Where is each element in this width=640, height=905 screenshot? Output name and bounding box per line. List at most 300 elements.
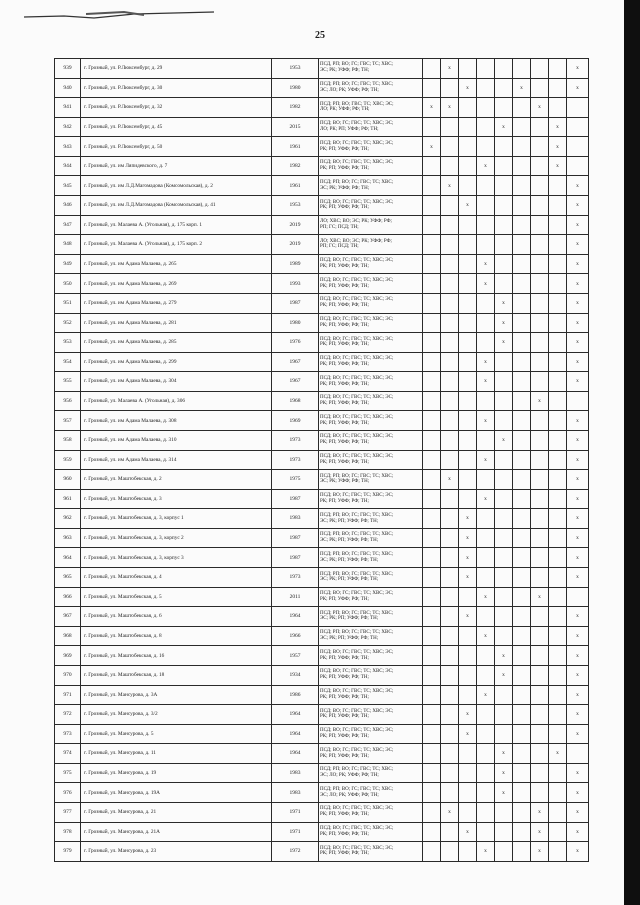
table-row (55, 822, 589, 842)
mark-cell (513, 372, 531, 392)
table-row (55, 626, 589, 646)
mark-cell (423, 372, 441, 392)
mark-cell (459, 411, 477, 431)
mark-cell (495, 548, 513, 568)
table-row (55, 98, 589, 118)
work-codes-cell (319, 646, 423, 666)
mark-cell (549, 528, 567, 548)
mark-cell (531, 626, 549, 646)
address-cell: г. Грозный, ул. Мансурова, д. 23 (81, 842, 272, 862)
mark-cell (423, 607, 441, 627)
year-built-cell: 1987 (272, 293, 319, 313)
table-row (55, 470, 589, 490)
work-codes-line: ПСД; РП; ВО; ГС; ГВС; ТС; ХВС; (320, 473, 394, 479)
row-number-cell: 951 (55, 293, 81, 313)
mark-cell (441, 724, 459, 744)
mark-cell (495, 450, 513, 470)
table-row (55, 744, 589, 764)
year-built-cell: 1967 (272, 372, 319, 392)
work-codes-cell (319, 450, 423, 470)
mark-cell (441, 156, 459, 176)
mark-cell (423, 568, 441, 588)
mark-cell (441, 763, 459, 783)
mark-cell: x (567, 450, 589, 470)
mark-cell (531, 372, 549, 392)
mark-cell: x (495, 117, 513, 137)
mark-cell: x (495, 333, 513, 353)
mark-cell (459, 587, 477, 607)
mark-cell (567, 391, 589, 411)
mark-cell (477, 215, 495, 235)
address-cell: г. Грозный, ул. Мансурова, д. 21 (81, 802, 272, 822)
table-row (55, 802, 589, 822)
mark-cell (441, 509, 459, 529)
mark-cell: x (495, 430, 513, 450)
table-row (55, 705, 589, 725)
mark-cell (513, 235, 531, 255)
mark-cell: x (567, 489, 589, 509)
mark-cell (513, 509, 531, 529)
mark-cell (441, 313, 459, 333)
mark-cell (459, 352, 477, 372)
mark-cell (459, 254, 477, 274)
mark-cell (477, 802, 495, 822)
mark-cell: x (441, 470, 459, 490)
work-codes-cell (319, 783, 423, 803)
mark-cell: x (531, 98, 549, 118)
mark-cell (549, 293, 567, 313)
mark-cell (423, 215, 441, 235)
row-number-cell: 953 (55, 333, 81, 353)
mark-cell (513, 568, 531, 588)
mark-cell: x (495, 313, 513, 333)
mark-cell (423, 646, 441, 666)
work-codes-line: РК; РП; УФФ; РФ; ТН; (320, 322, 369, 328)
mark-cell (459, 842, 477, 862)
mark-cell (423, 313, 441, 333)
mark-cell: x (567, 59, 589, 79)
mark-cell (513, 822, 531, 842)
address-cell: г. Грозный, ул. Малаева А. (Угольная), д. 175 корп. 1 (81, 215, 272, 235)
mark-cell (531, 411, 549, 431)
work-codes-line: ПСД; ВО; ГС; ГВС; ТС; ХВС; ЭС; (320, 356, 394, 362)
mark-cell: x (477, 254, 495, 274)
work-codes-line: ПСД; ВО; ГС; ГВС; ТС; ХВС; ЭС; (320, 317, 394, 322)
address-cell: г. Грозный, ул. Маштобекская, д. 3, корпус 3 (81, 548, 272, 568)
year-built-cell: 1983 (272, 783, 319, 803)
mark-cell: x (459, 822, 477, 842)
address-cell: г. Грозный, ул. Маштобекская, д. 16 (81, 646, 272, 666)
work-codes-line: ЛО; ХВС; ВО; ЭС; РК; УФФ; РФ; (320, 219, 392, 225)
year-built-cell: 1971 (272, 802, 319, 822)
mark-cell (495, 352, 513, 372)
table-row (55, 411, 589, 431)
table-row (55, 391, 589, 411)
mark-cell (531, 274, 549, 294)
mark-cell (495, 685, 513, 705)
mark-cell (423, 293, 441, 313)
mark-cell (441, 744, 459, 764)
mark-cell (495, 372, 513, 392)
mark-cell: x (567, 568, 589, 588)
mark-cell (441, 411, 459, 431)
mark-cell (531, 548, 549, 568)
mark-cell (513, 489, 531, 509)
year-built-cell: 2019 (272, 235, 319, 255)
year-built-cell: 1982 (272, 156, 319, 176)
row-number-cell: 958 (55, 430, 81, 450)
mark-cell (423, 470, 441, 490)
mark-cell: x (567, 196, 589, 216)
mark-cell (441, 391, 459, 411)
work-codes-cell (319, 411, 423, 431)
table-row (55, 724, 589, 744)
year-built-cell: 1989 (272, 254, 319, 274)
work-codes-line: РК; РП; УФФ; РФ; ТН; (320, 303, 369, 309)
work-codes-line: ЭС; РК; РП; УФФ; РФ; ТН; (320, 636, 379, 642)
mark-cell (567, 137, 589, 157)
mark-cell (441, 842, 459, 862)
mark-cell: x (567, 528, 589, 548)
table-row (55, 176, 589, 196)
mark-cell (513, 724, 531, 744)
row-number-cell: 975 (55, 763, 81, 783)
work-codes-line: РК; РП; УФФ; РФ; ТН; (320, 499, 369, 504)
mark-cell (495, 509, 513, 529)
mark-cell (477, 117, 495, 137)
mark-cell: x (567, 352, 589, 372)
work-codes-line: ПСД; РП; ВО; ГС; ГВС; ТС; ХВС; (320, 532, 394, 538)
year-built-cell: 1973 (272, 568, 319, 588)
mark-cell: x (567, 333, 589, 353)
mark-cell (513, 450, 531, 470)
work-codes-line: ПСД; ВО; ГС; ГВС; ТС; ХВС; ЭС; (320, 414, 394, 420)
mark-cell (423, 352, 441, 372)
mark-cell (495, 98, 513, 118)
mark-cell (477, 176, 495, 196)
address-cell: г. Грозный, ул. им Адама Малаева, д. 265 (81, 254, 272, 274)
mark-cell: x (477, 411, 495, 431)
address-cell: г. Грозный, ул. Мансурова, д. 11 (81, 744, 272, 764)
row-number-cell: 939 (55, 59, 81, 79)
mark-cell (513, 352, 531, 372)
mark-cell (423, 587, 441, 607)
page-number: 25 (315, 30, 325, 41)
mark-cell (531, 528, 549, 548)
address-cell: г. Грозный, ул. Маштобекская, д. 5 (81, 587, 272, 607)
mark-cell (441, 215, 459, 235)
work-codes-cell (319, 372, 423, 392)
mark-cell (531, 607, 549, 627)
mark-cell (513, 293, 531, 313)
mark-cell (477, 333, 495, 353)
address-cell: г. Грозный, ул. им Адама Малаева, д. 299 (81, 352, 272, 372)
mark-cell (531, 568, 549, 588)
row-number-cell: 950 (55, 274, 81, 294)
table-row (55, 528, 589, 548)
year-built-cell: 1993 (272, 274, 319, 294)
work-codes-line: РК; РП; УФФ; РФ; ТН; (320, 342, 369, 348)
table-row (55, 607, 589, 627)
work-codes-cell (319, 626, 423, 646)
table-row (55, 783, 589, 803)
mark-cell (495, 215, 513, 235)
row-number-cell: 966 (55, 587, 81, 607)
work-codes-line: ПСД; ВО; ГС; ГВС; ТС; ХВС; ЭС; (320, 649, 394, 655)
mark-cell (549, 196, 567, 216)
buildings-table (54, 58, 589, 862)
mark-cell (513, 685, 531, 705)
mark-cell (513, 705, 531, 725)
work-codes-line: РП; ГС; ПСД; ТН; (320, 244, 359, 250)
mark-cell (423, 744, 441, 764)
work-codes-line: ЭС; РК; РП; УФФ; РФ; ТН; (320, 557, 379, 563)
mark-cell: x (567, 235, 589, 255)
row-number-cell: 962 (55, 509, 81, 529)
mark-cell: x (477, 274, 495, 294)
mark-cell (549, 176, 567, 196)
year-built-cell: 1975 (272, 470, 319, 490)
work-codes-cell (319, 528, 423, 548)
work-codes-line: ЛО; ХВС; ВО; ЭС; РК; УФФ; РФ; (320, 238, 392, 244)
mark-cell (531, 313, 549, 333)
mark-cell: x (567, 842, 589, 862)
work-codes-line: ПСД; ВО; ГС; ГВС; ТС; ХВС; ЭС; (320, 277, 394, 283)
work-codes-line: РК; РП; УФФ; РФ; ТН; (320, 459, 369, 465)
mark-cell (531, 117, 549, 137)
mark-cell (459, 665, 477, 685)
mark-cell: x (459, 724, 477, 744)
mark-cell (549, 626, 567, 646)
work-codes-line: РК; РП; УФФ; РФ; ТН; (320, 264, 369, 270)
work-codes-line: ПСД; РП; ВО; ГС; ГВС; ТС; ХВС; (320, 551, 394, 557)
year-built-cell: 1976 (272, 333, 319, 353)
mark-cell (549, 842, 567, 862)
work-codes-line: ПСД; ВО; ГС; ГВС; ТС; ХВС; ЭС; (320, 669, 394, 675)
table-row (55, 763, 589, 783)
work-codes-line: ПСД; ВО; ГС; ГВС; ТС; ХВС; ЭС; (320, 493, 394, 499)
address-cell: г. Грозный, ул. Р.Люксембург, д. 32 (81, 98, 272, 118)
mark-cell (441, 196, 459, 216)
work-codes-cell (319, 235, 423, 255)
work-codes-line: ПСД; ВО; ГС; ГВС; ТС; ХВС; ЭС; (320, 434, 394, 440)
table-row (55, 372, 589, 392)
work-codes-cell (319, 215, 423, 235)
mark-cell (549, 587, 567, 607)
mark-cell (495, 587, 513, 607)
row-number-cell: 973 (55, 724, 81, 744)
mark-cell: x (567, 705, 589, 725)
work-codes-cell (319, 430, 423, 450)
work-codes-line: ПСД; ВО; ГС; ГВС; ТС; ХВС; ЭС; (320, 688, 394, 694)
work-codes-line: ПСД; ВО; ГС; ГВС; ТС; ХВС; ЭС; (320, 747, 394, 753)
mark-cell (531, 705, 549, 725)
mark-cell (477, 98, 495, 118)
mark-cell (477, 430, 495, 450)
work-codes-cell (319, 137, 423, 157)
work-codes-cell (319, 705, 423, 725)
year-built-cell: 1964 (272, 607, 319, 627)
mark-cell (513, 411, 531, 431)
work-codes-line: РК; РП; УФФ; РФ; ТН; (320, 205, 369, 211)
mark-cell (549, 59, 567, 79)
mark-cell (495, 59, 513, 79)
work-codes-cell (319, 156, 423, 176)
mark-cell (495, 137, 513, 157)
year-built-cell: 1964 (272, 744, 319, 764)
address-cell: г. Грозный, ул. Р.Люксембург, д. 45 (81, 117, 272, 137)
address-cell: г. Грозный, ул. им Л.Д.Магомадова (Комсомольская), д. 2 (81, 176, 272, 196)
address-cell: г. Грозный, ул. Р.Люксембург, д. 29 (81, 59, 272, 79)
mark-cell (477, 196, 495, 216)
year-built-cell: 1968 (272, 391, 319, 411)
mark-cell (531, 215, 549, 235)
year-built-cell: 1983 (272, 509, 319, 529)
row-number-cell: 947 (55, 215, 81, 235)
mark-cell: x (477, 587, 495, 607)
mark-cell (513, 763, 531, 783)
work-codes-cell (319, 391, 423, 411)
year-built-cell: 1980 (272, 78, 319, 98)
address-cell: г. Грозный, ул. Маштобекская, д. 8 (81, 626, 272, 646)
table-row (55, 156, 589, 176)
work-codes-line: ПСД; РП; ВО; ГС; ГВС; ТС; ХВС; (320, 571, 394, 577)
mark-cell (531, 235, 549, 255)
mark-cell (459, 470, 477, 490)
work-codes-line: ПСД; ВО; ГС; ГВС; ТС; ХВС; ЭС; (320, 728, 394, 734)
mark-cell: x (477, 450, 495, 470)
mark-cell (477, 59, 495, 79)
mark-cell (477, 528, 495, 548)
mark-cell (477, 293, 495, 313)
work-codes-cell (319, 724, 423, 744)
mark-cell (441, 548, 459, 568)
mark-cell (531, 352, 549, 372)
mark-cell (477, 137, 495, 157)
scan-smudge (24, 8, 214, 24)
address-cell: г. Грозный, ул. Мансурова, д. 19А (81, 783, 272, 803)
mark-cell (441, 626, 459, 646)
mark-cell (495, 802, 513, 822)
row-number-cell: 979 (55, 842, 81, 862)
mark-cell (423, 626, 441, 646)
mark-cell (567, 117, 589, 137)
work-codes-line: ПСД; ВО; ГС; ГВС; ТС; ХВС; ЭС; (320, 199, 394, 205)
work-codes-line: ПСД; ВО; ГС; ГВС; ТС; ХВС; ЭС; (320, 140, 394, 146)
mark-cell (549, 802, 567, 822)
work-codes-cell (319, 98, 423, 118)
row-number-cell: 959 (55, 450, 81, 470)
mark-cell: x (495, 665, 513, 685)
address-cell: г. Грозный, ул. Р.Люксембург, д. 30 (81, 78, 272, 98)
mark-cell (531, 724, 549, 744)
row-number-cell: 972 (55, 705, 81, 725)
mark-cell (549, 509, 567, 529)
row-number-cell: 977 (55, 802, 81, 822)
work-codes-cell (319, 254, 423, 274)
work-codes-cell (319, 313, 423, 333)
mark-cell (423, 333, 441, 353)
work-codes-cell (319, 489, 423, 509)
mark-cell: x (567, 293, 589, 313)
mark-cell (423, 509, 441, 529)
mark-cell: x (567, 254, 589, 274)
work-codes-line: ЭС; РК; УФФ; РФ; ТН; (320, 68, 370, 74)
mark-cell (549, 313, 567, 333)
row-number-cell: 965 (55, 568, 81, 588)
mark-cell: x (459, 528, 477, 548)
work-codes-line: ЭС; РК; РП; УФФ; РФ; ТН; (320, 577, 379, 583)
mark-cell (531, 59, 549, 79)
mark-cell (513, 196, 531, 216)
year-built-cell: 1972 (272, 842, 319, 862)
mark-cell: x (477, 489, 495, 509)
mark-cell: x (459, 78, 477, 98)
mark-cell (531, 450, 549, 470)
row-number-cell: 976 (55, 783, 81, 803)
mark-cell (531, 196, 549, 216)
work-codes-line: РП; ГС; ПСД; ТН; (320, 224, 359, 230)
mark-cell: x (477, 842, 495, 862)
mark-cell (459, 176, 477, 196)
address-cell: г. Грозный, ул. им Адама Малаева, д. 310 (81, 430, 272, 450)
year-built-cell: 1964 (272, 705, 319, 725)
mark-cell (549, 430, 567, 450)
table-row (55, 78, 589, 98)
mark-cell: x (567, 802, 589, 822)
mark-cell (459, 59, 477, 79)
row-number-cell: 963 (55, 528, 81, 548)
work-codes-cell (319, 744, 423, 764)
work-codes-line: ПСД; РП; ВО; ГВС; ТС; ХВС; ЭС; (320, 101, 394, 107)
mark-cell (423, 78, 441, 98)
work-codes-line: РК; РП; УФФ; РФ; ТН; (320, 733, 369, 739)
work-codes-line: ПСД; РП; ВО; ГС; ГВС; ТС; ХВС; (320, 767, 394, 773)
work-codes-cell (319, 176, 423, 196)
mark-cell (441, 568, 459, 588)
mark-cell (513, 313, 531, 333)
work-codes-line: ПСД; ВО; ГС; ГВС; ТС; ХВС; ЭС; (320, 591, 394, 597)
address-cell: г. Грозный, ул. им Адама Малаева, д. 279 (81, 293, 272, 313)
mark-cell (549, 705, 567, 725)
mark-cell: x (477, 685, 495, 705)
mark-cell (477, 822, 495, 842)
mark-cell (549, 98, 567, 118)
work-codes-line: ПСД; РП; ВО; ГС; ГВС; ТС; ХВС; (320, 82, 394, 88)
mark-cell (513, 137, 531, 157)
table-row (55, 254, 589, 274)
mark-cell (423, 705, 441, 725)
row-number-cell: 949 (55, 254, 81, 274)
table-row (55, 137, 589, 157)
row-number-cell: 943 (55, 137, 81, 157)
table-row (55, 646, 589, 666)
mark-cell: x (477, 626, 495, 646)
work-codes-line: ЭС; РК; РП; УФФ; РФ; ТН; (320, 518, 379, 524)
mark-cell (513, 391, 531, 411)
table-row (55, 235, 589, 255)
mark-cell (531, 763, 549, 783)
mark-cell (549, 783, 567, 803)
mark-cell (495, 607, 513, 627)
mark-cell (441, 352, 459, 372)
table-row (55, 313, 589, 333)
mark-cell (495, 842, 513, 862)
year-built-cell: 1983 (272, 763, 319, 783)
mark-cell (567, 156, 589, 176)
work-codes-line: РК; РП; УФФ; РФ; ТН; (320, 694, 369, 700)
table-row (55, 59, 589, 79)
